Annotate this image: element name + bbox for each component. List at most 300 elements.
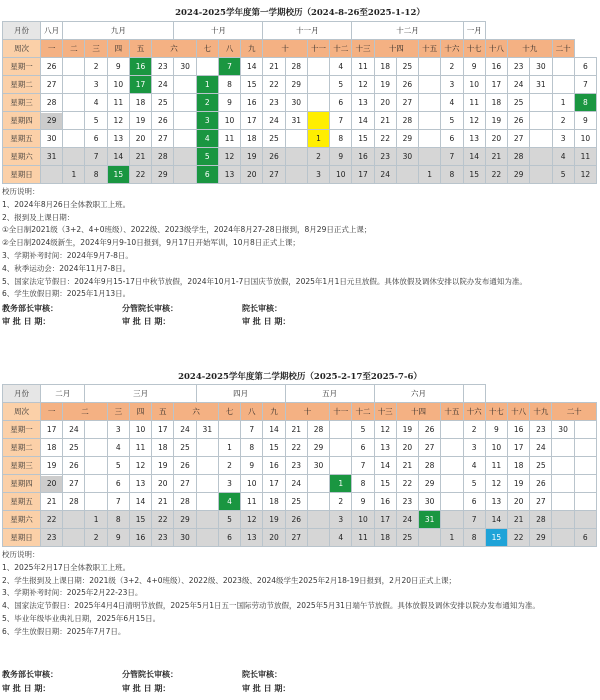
note-line: 校历说明： — [2, 187, 40, 196]
weekday-label: 星期一 — [3, 421, 41, 439]
semester-2-calendar — [2, 384, 597, 547]
date-cell: 1 — [419, 166, 441, 184]
date-cell: 26 — [152, 112, 174, 130]
weekday-label: 星期五 — [3, 130, 41, 148]
date-cell: 6 — [441, 130, 463, 148]
date-cell: 4 — [85, 94, 107, 112]
date-cell: 12 — [129, 457, 151, 475]
date-cell: 30 — [419, 493, 441, 511]
date-cell: 25 — [152, 94, 174, 112]
date-cell — [441, 421, 463, 439]
date-cell: 5 — [107, 457, 129, 475]
date-cell: 17 — [374, 511, 396, 529]
date-cell: 9 — [107, 58, 129, 76]
week-number-cell: 十八 — [485, 40, 507, 58]
weekday-label: 星期五 — [3, 493, 41, 511]
note-line: 2、学生报到及上课日期：2021级（3+2、4+0班级）、2022级、2023级、2024级学生2025年2月18-19日报到，2月20日正式上课； — [2, 575, 456, 585]
highlighted-date-cell: 1 — [307, 130, 329, 148]
date-cell: 20 — [129, 130, 151, 148]
date-cell: 28 — [152, 148, 174, 166]
date-cell: 14 — [263, 421, 285, 439]
date-cell — [63, 529, 85, 547]
date-cell — [63, 76, 85, 94]
date-cell: 12 — [107, 112, 129, 130]
weekday-label: 星期日 — [3, 166, 41, 184]
date-cell: 22 — [263, 76, 285, 94]
date-cell: 27 — [285, 529, 307, 547]
date-cell: 28 — [174, 493, 196, 511]
date-cell: 6 — [107, 475, 129, 493]
date-cell: 8 — [441, 166, 463, 184]
date-cell: 19 — [396, 421, 418, 439]
date-cell — [196, 457, 218, 475]
date-cell: 5 — [352, 421, 374, 439]
date-cell — [574, 511, 596, 529]
date-cell: 23 — [530, 421, 552, 439]
date-cell: 16 — [352, 148, 374, 166]
date-cell: 19 — [41, 457, 63, 475]
date-cell: 17 — [41, 421, 63, 439]
date-cell: 11 — [107, 94, 129, 112]
week-number-cell: 十四 — [396, 403, 440, 421]
note-line: 6、学生放假日期：2025年1月13日。 — [2, 289, 131, 299]
date-cell: 19 — [241, 148, 263, 166]
date-cell: 15 — [241, 76, 263, 94]
date-cell: 1 — [85, 511, 107, 529]
date-cell: 26 — [508, 112, 530, 130]
date-cell: 26 — [419, 421, 441, 439]
semester-1-notes — [2, 186, 598, 301]
date-cell: 22 — [507, 529, 529, 547]
date-cell: 12 — [463, 112, 485, 130]
week-number-cell: 三 — [107, 403, 129, 421]
date-cell: 24 — [374, 166, 396, 184]
weekday-label: 星期四 — [3, 475, 41, 493]
date-cell: 3 — [107, 421, 129, 439]
date-cell: 28 — [285, 58, 307, 76]
date-cell: 16 — [241, 94, 263, 112]
highlighted-date-cell: 1 — [330, 475, 352, 493]
date-cell: 12 — [374, 421, 396, 439]
date-cell — [174, 76, 196, 94]
date-cell: 17 — [507, 439, 529, 457]
date-cell: 11 — [485, 457, 507, 475]
date-cell: 25 — [396, 58, 418, 76]
date-cell — [441, 457, 463, 475]
date-cell — [419, 130, 441, 148]
date-cell: 26 — [263, 148, 285, 166]
highlighted-date-cell: 7 — [218, 58, 240, 76]
weekday-label: 星期六 — [3, 148, 41, 166]
date-cell: 29 — [530, 529, 552, 547]
month-cell: 十月 — [174, 22, 263, 40]
weekday-label: 星期四 — [3, 112, 41, 130]
week-number-cell: 九 — [241, 40, 263, 58]
date-cell — [574, 475, 596, 493]
date-cell — [552, 76, 574, 94]
week-number-cell: 十二 — [352, 403, 374, 421]
date-cell: 17 — [263, 475, 285, 493]
date-cell: 23 — [285, 457, 307, 475]
date-cell — [574, 439, 596, 457]
date-cell: 7 — [352, 457, 374, 475]
date-cell: 28 — [63, 493, 85, 511]
week-number-cell: 十四 — [374, 40, 418, 58]
date-cell — [196, 529, 218, 547]
date-cell: 29 — [419, 475, 441, 493]
date-cell — [307, 475, 329, 493]
date-cell — [552, 493, 574, 511]
date-cell: 7 — [574, 76, 596, 94]
date-cell: 20 — [374, 94, 396, 112]
date-cell — [419, 112, 441, 130]
date-cell: 27 — [152, 130, 174, 148]
date-cell: 29 — [285, 76, 307, 94]
date-cell — [441, 493, 463, 511]
date-cell: 26 — [285, 511, 307, 529]
week-number-cell: 七 — [196, 40, 218, 58]
date-cell: 15 — [463, 166, 485, 184]
date-cell: 4 — [463, 457, 485, 475]
date-cell — [419, 76, 441, 94]
note-line: 3、学期补考时间：2025年2月22-23日。 — [2, 588, 143, 598]
date-cell: 3 — [552, 130, 574, 148]
week-number-cell: 十七 — [485, 403, 507, 421]
date-cell: 24 — [396, 511, 418, 529]
date-cell: 23 — [152, 529, 174, 547]
date-cell: 15 — [352, 130, 374, 148]
date-cell: 3 — [218, 475, 240, 493]
date-cell — [174, 112, 196, 130]
highlighted-date-cell: 17 — [129, 76, 151, 94]
note-line: 2、报到及上课日期： — [2, 212, 75, 222]
date-cell: 24 — [530, 439, 552, 457]
date-cell: 11 — [574, 148, 596, 166]
date-cell: 29 — [307, 439, 329, 457]
date-cell: 26 — [174, 457, 196, 475]
week-number-cell: 四 — [129, 403, 151, 421]
week-row-label: 周次 — [3, 40, 41, 58]
date-cell: 16 — [129, 529, 151, 547]
date-cell: 20 — [396, 439, 418, 457]
date-cell: 11 — [218, 130, 240, 148]
date-cell: 10 — [241, 475, 263, 493]
date-cell: 6 — [574, 529, 596, 547]
date-cell — [85, 439, 107, 457]
week-number-cell: 十三 — [374, 403, 396, 421]
date-cell: 21 — [396, 457, 418, 475]
date-cell: 6 — [574, 58, 596, 76]
week-number-cell: 一 — [41, 40, 63, 58]
vice-president-review-label: 分管院长审核： — [122, 670, 178, 679]
date-cell: 18 — [485, 94, 507, 112]
date-cell — [41, 166, 63, 184]
date-cell: 22 — [485, 166, 507, 184]
date-cell: 16 — [485, 58, 507, 76]
month-row-label: 月份 — [3, 385, 41, 403]
vice-president-review-label: 分管院长审核： — [122, 304, 178, 313]
date-cell: 14 — [485, 511, 507, 529]
weekday-label: 星期三 — [3, 457, 41, 475]
date-cell: 28 — [508, 148, 530, 166]
date-cell — [530, 148, 552, 166]
date-cell: 13 — [107, 130, 129, 148]
week-number-cell: 一 — [41, 403, 63, 421]
date-cell: 2 — [330, 493, 352, 511]
date-cell: 3 — [441, 76, 463, 94]
highlighted-date-cell: 2 — [196, 94, 218, 112]
date-cell: 14 — [374, 457, 396, 475]
date-cell: 10 — [352, 511, 374, 529]
weekday-label: 星期六 — [3, 511, 41, 529]
date-cell: 3 — [463, 439, 485, 457]
approval-date-label: 审 批 日 期： — [122, 684, 171, 693]
dean-review-label: 教务部长审核： — [2, 304, 58, 313]
date-cell: 27 — [174, 475, 196, 493]
weekday-label: 星期日 — [3, 529, 41, 547]
date-cell: 1 — [441, 529, 463, 547]
date-cell: 30 — [530, 58, 552, 76]
date-cell: 15 — [374, 475, 396, 493]
date-cell — [285, 130, 307, 148]
date-cell: 27 — [396, 94, 418, 112]
date-cell: 9 — [107, 529, 129, 547]
date-cell: 2 — [463, 421, 485, 439]
date-cell — [419, 58, 441, 76]
dean-review-label: 教务部长审核： — [2, 670, 58, 679]
date-cell: 2 — [552, 112, 574, 130]
date-cell: 26 — [63, 457, 85, 475]
date-cell: 24 — [174, 421, 196, 439]
date-cell: 12 — [218, 148, 240, 166]
week-number-cell: 八 — [218, 40, 240, 58]
date-cell: 7 — [241, 421, 263, 439]
date-cell: 22 — [285, 439, 307, 457]
month-cell: 九月 — [63, 22, 174, 40]
week-number-cell: 十三 — [352, 40, 374, 58]
date-cell: 11 — [241, 493, 263, 511]
date-cell: 31 — [196, 421, 218, 439]
date-cell: 11 — [129, 439, 151, 457]
week-number-cell: 十五 — [419, 40, 441, 58]
date-cell: 30 — [174, 529, 196, 547]
date-cell: 6 — [85, 130, 107, 148]
date-cell: 18 — [263, 493, 285, 511]
date-cell: 29 — [41, 112, 63, 130]
date-cell: 20 — [241, 166, 263, 184]
date-cell: 24 — [63, 421, 85, 439]
approval-date-label: 审 批 日 期： — [2, 317, 51, 326]
date-cell: 30 — [174, 58, 196, 76]
date-cell — [63, 112, 85, 130]
date-cell: 25 — [63, 439, 85, 457]
date-cell: 9 — [218, 94, 240, 112]
date-cell: 8 — [330, 130, 352, 148]
date-cell — [307, 58, 329, 76]
president-review-label: 院长审核： — [242, 304, 282, 313]
highlighted-date-cell — [307, 112, 329, 130]
date-cell: 13 — [218, 166, 240, 184]
date-cell — [419, 148, 441, 166]
date-cell: 8 — [107, 511, 129, 529]
date-cell: 4 — [330, 529, 352, 547]
date-cell: 18 — [374, 529, 396, 547]
note-line: 3、学期补考时间：2024年9月7-8日。 — [2, 250, 133, 260]
date-cell: 2 — [441, 58, 463, 76]
date-cell: 24 — [152, 76, 174, 94]
week-number-cell: 十六 — [441, 40, 463, 58]
approval-date-label: 审 批 日 期： — [242, 317, 291, 326]
week-number-cell: 二 — [63, 403, 107, 421]
date-cell — [441, 475, 463, 493]
week-number-cell: 二十 — [552, 40, 574, 58]
week-number-cell: 十八 — [507, 403, 529, 421]
note-line: 5、毕业年级毕业典礼日期，2025年6月15日。 — [2, 613, 161, 623]
note-line: ①全日制2021级（3+2、4+0班级）、2022级、2023级学生，2024年8月27-28日报到，8月29日正式上课； — [2, 225, 372, 235]
week-number-cell: 十七 — [463, 40, 485, 58]
date-cell: 14 — [352, 112, 374, 130]
date-cell: 10 — [218, 112, 240, 130]
date-cell: 13 — [241, 529, 263, 547]
approval-date-label: 审 批 日 期： — [2, 684, 51, 693]
date-cell: 26 — [396, 76, 418, 94]
date-cell: 10 — [463, 76, 485, 94]
date-cell: 30 — [396, 148, 418, 166]
date-cell: 25 — [174, 439, 196, 457]
date-cell — [441, 511, 463, 529]
date-cell: 18 — [152, 439, 174, 457]
date-cell: 21 — [263, 58, 285, 76]
week-number-cell: 五 — [129, 40, 151, 58]
date-cell: 23 — [374, 148, 396, 166]
date-cell: 28 — [419, 457, 441, 475]
date-cell — [63, 94, 85, 112]
date-cell: 30 — [285, 94, 307, 112]
date-cell: 23 — [396, 493, 418, 511]
note-line: 校历说明： — [2, 550, 40, 559]
semester-1-calendar — [2, 21, 597, 184]
date-cell: 6 — [463, 493, 485, 511]
date-cell: 7 — [330, 112, 352, 130]
date-cell: 21 — [152, 493, 174, 511]
week-number-cell: 二 — [63, 40, 85, 58]
date-cell: 9 — [352, 493, 374, 511]
date-cell: 7 — [107, 493, 129, 511]
date-cell — [330, 421, 352, 439]
date-cell: 27 — [530, 493, 552, 511]
highlighted-date-cell: 4 — [218, 493, 240, 511]
date-cell: 14 — [107, 148, 129, 166]
date-cell — [85, 457, 107, 475]
date-cell: 21 — [129, 148, 151, 166]
highlighted-date-cell: 1 — [196, 76, 218, 94]
date-cell: 10 — [574, 130, 596, 148]
weekday-label: 星期一 — [3, 58, 41, 76]
date-cell — [63, 148, 85, 166]
date-cell: 31 — [285, 112, 307, 130]
date-cell: 6 — [330, 94, 352, 112]
week-number-cell: 八 — [241, 403, 263, 421]
date-cell — [552, 529, 574, 547]
week-number-cell: 五 — [152, 403, 174, 421]
date-cell: 25 — [530, 457, 552, 475]
highlighted-date-cell: 6 — [196, 166, 218, 184]
date-cell — [307, 76, 329, 94]
date-cell: 26 — [41, 58, 63, 76]
date-cell: 22 — [129, 166, 151, 184]
date-cell: 19 — [263, 511, 285, 529]
date-cell: 12 — [352, 76, 374, 94]
date-cell — [196, 439, 218, 457]
highlighted-date-cell: 8 — [574, 94, 596, 112]
date-cell: 25 — [263, 130, 285, 148]
note-line: ②全日制2024级新生，2024年9月9-10日报到，9月17日开始军训，10月8日正式上课； — [2, 238, 300, 248]
date-cell: 29 — [396, 130, 418, 148]
month-cell: 六月 — [374, 385, 463, 403]
note-line: 5、国家法定节假日：2024年9月15-17日中秋节放假，2024年10月1-7日国庆节放假，2025年1月1日元旦放假。具体放假及调休安排以院办发布通知为准。 — [2, 276, 527, 286]
date-cell: 14 — [129, 493, 151, 511]
date-cell: 2 — [307, 148, 329, 166]
date-cell: 23 — [508, 58, 530, 76]
date-cell: 29 — [508, 166, 530, 184]
date-cell: 5 — [218, 511, 240, 529]
date-cell: 1 — [552, 94, 574, 112]
note-line: 4、秋季运动会：2024年11月7-8日。 — [2, 263, 131, 273]
semester-2-title: 2024-2025学年度第二学期校历（2025-2-17至2025-7-6） — [178, 372, 422, 382]
date-cell: 21 — [485, 148, 507, 166]
date-cell: 20 — [41, 475, 63, 493]
date-cell: 31 — [530, 76, 552, 94]
date-cell — [552, 457, 574, 475]
date-cell — [530, 166, 552, 184]
date-cell: 25 — [285, 493, 307, 511]
date-cell: 28 — [396, 112, 418, 130]
date-cell: 1 — [63, 166, 85, 184]
date-cell: 27 — [63, 475, 85, 493]
date-cell: 18 — [41, 439, 63, 457]
date-cell: 30 — [41, 130, 63, 148]
date-cell: 20 — [485, 130, 507, 148]
date-cell: 22 — [374, 130, 396, 148]
date-cell: 24 — [285, 475, 307, 493]
date-cell: 29 — [174, 511, 196, 529]
date-cell: 2 — [85, 58, 107, 76]
date-cell: 26 — [530, 475, 552, 493]
date-cell: 28 — [307, 421, 329, 439]
date-cell: 7 — [85, 148, 107, 166]
date-cell: 28 — [41, 94, 63, 112]
week-number-cell: 十 — [285, 403, 329, 421]
date-cell: 13 — [374, 439, 396, 457]
month-cell: 十一月 — [263, 22, 352, 40]
date-cell: 19 — [129, 112, 151, 130]
date-cell: 25 — [508, 94, 530, 112]
date-cell: 5 — [330, 76, 352, 94]
date-cell: 19 — [374, 76, 396, 94]
week-number-cell: 七 — [218, 403, 240, 421]
date-cell — [330, 439, 352, 457]
president-review-label: 院长审核： — [242, 670, 282, 679]
date-cell: 9 — [485, 421, 507, 439]
month-cell — [463, 385, 485, 403]
date-cell: 4 — [330, 58, 352, 76]
date-cell: 31 — [41, 148, 63, 166]
month-cell: 十二月 — [352, 22, 463, 40]
weekday-label: 星期二 — [3, 439, 41, 457]
date-cell — [307, 511, 329, 529]
date-cell: 10 — [107, 76, 129, 94]
date-cell — [552, 511, 574, 529]
